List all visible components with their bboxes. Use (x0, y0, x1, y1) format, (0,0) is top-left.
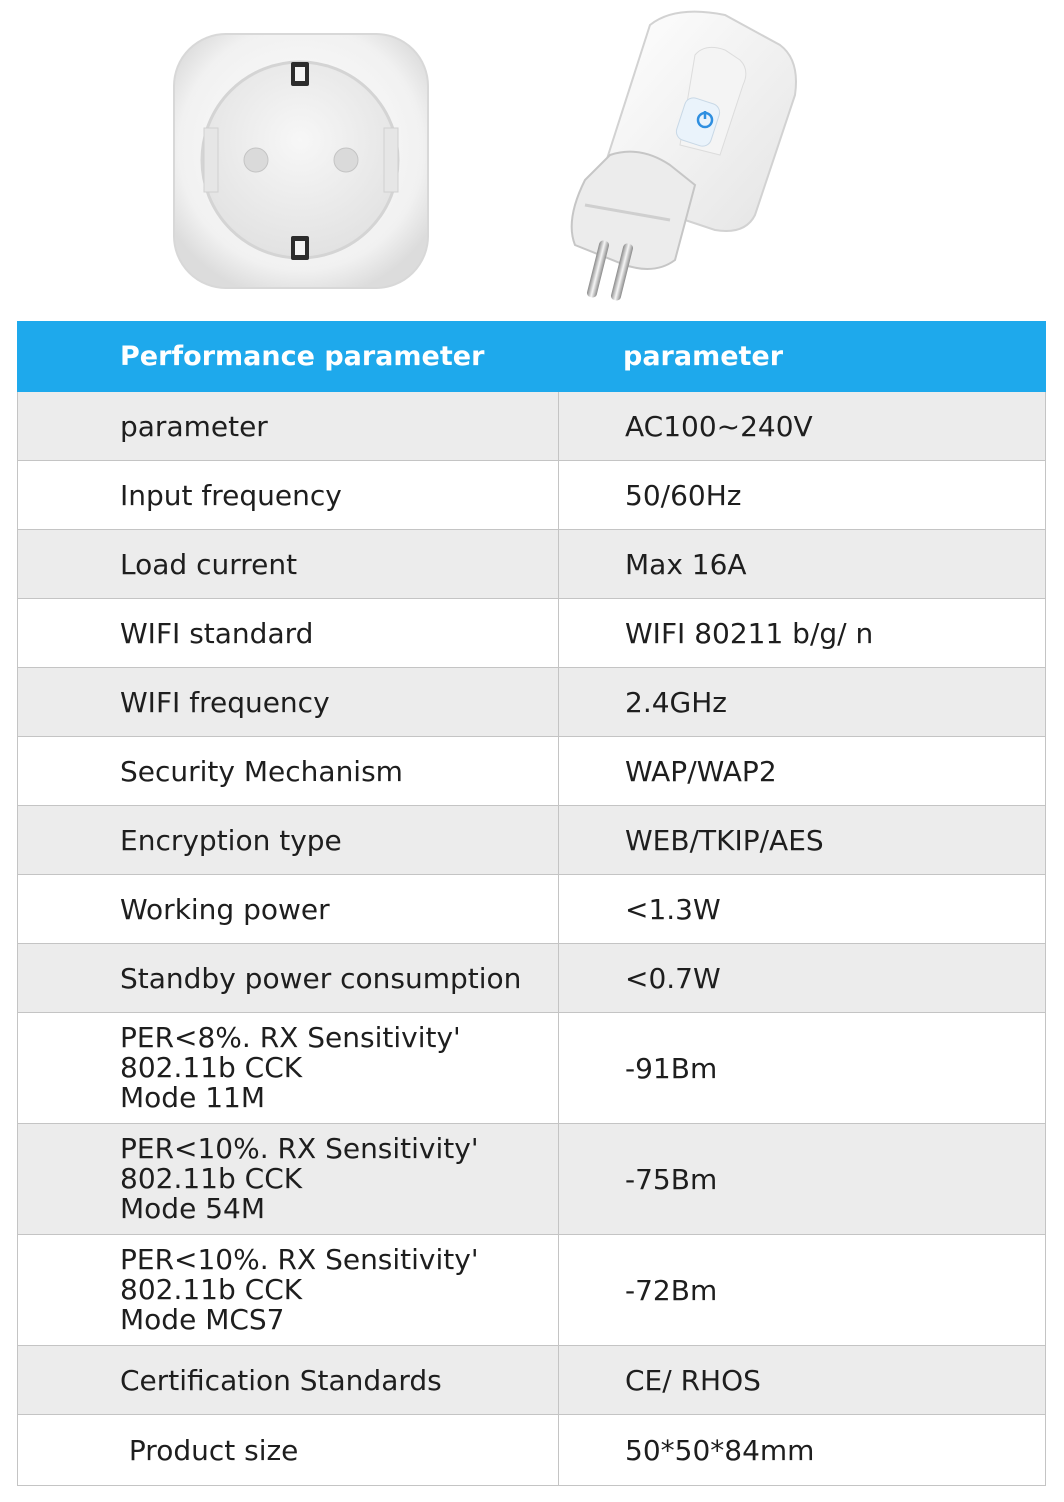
socket-front-image (170, 30, 432, 292)
table-row (18, 1124, 1046, 1235)
header-performance-parameter: Performance parameter (18, 322, 559, 392)
row-value: -72Bm (559, 1235, 1046, 1346)
row-label: WIFI frequency (18, 668, 559, 737)
table-row (18, 737, 1046, 806)
table-row (18, 392, 1046, 461)
row-value: 2.4GHz (559, 668, 1046, 737)
row-label: Load current (18, 530, 559, 599)
table-row (18, 806, 1046, 875)
row-label: Working power (18, 875, 559, 944)
row-value: WEB/TKIP/AES (559, 806, 1046, 875)
row-value: WIFI 80211 b/g/ n (559, 599, 1046, 668)
row-value: <0.7W (559, 944, 1046, 1013)
table-row (18, 668, 1046, 737)
row-label: Input frequency (18, 461, 559, 530)
row-value: WAP/WAP2 (559, 737, 1046, 806)
table-row (18, 1013, 1046, 1124)
row-label: Standby power consumption (18, 944, 559, 1013)
table-row (18, 944, 1046, 1013)
table-row (18, 1415, 1046, 1486)
table-row (18, 461, 1046, 530)
row-label: PER<8%. RX Sensitivity' 802.11b CCK Mode 11M (18, 1013, 559, 1124)
row-label: PER<10%. RX Sensitivity' 802.11b CCK Mode 54M (18, 1124, 559, 1235)
row-value: CE/ RHOS (559, 1346, 1046, 1415)
product-images (0, 0, 1064, 320)
row-label: Encryption type (18, 806, 559, 875)
row-label: PER<10%. RX Sensitivity' 802.11b CCK Mode MCS7 (18, 1235, 559, 1346)
table-row (18, 530, 1046, 599)
row-label: Product size (18, 1415, 559, 1486)
row-value: Max 16A (559, 530, 1046, 599)
row-value: -75Bm (559, 1124, 1046, 1235)
row-label: WIFI standard (18, 599, 559, 668)
row-value: 50*50*84mm (559, 1415, 1046, 1486)
table-row (18, 599, 1046, 668)
row-value: 50/60Hz (559, 461, 1046, 530)
table-row (18, 1346, 1046, 1415)
socket-side-image (555, 5, 815, 305)
row-value: AC100~240V (559, 392, 1046, 461)
row-label: parameter (18, 392, 559, 461)
spec-table (17, 321, 1046, 1486)
table-header-row (18, 322, 1046, 392)
table-row (18, 875, 1046, 944)
table-row (18, 1235, 1046, 1346)
row-label: Security Mechanism (18, 737, 559, 806)
row-value: -91Bm (559, 1013, 1046, 1124)
header-parameter: parameter (559, 322, 1046, 392)
row-value: <1.3W (559, 875, 1046, 944)
row-label: Certification Standards (18, 1346, 559, 1415)
